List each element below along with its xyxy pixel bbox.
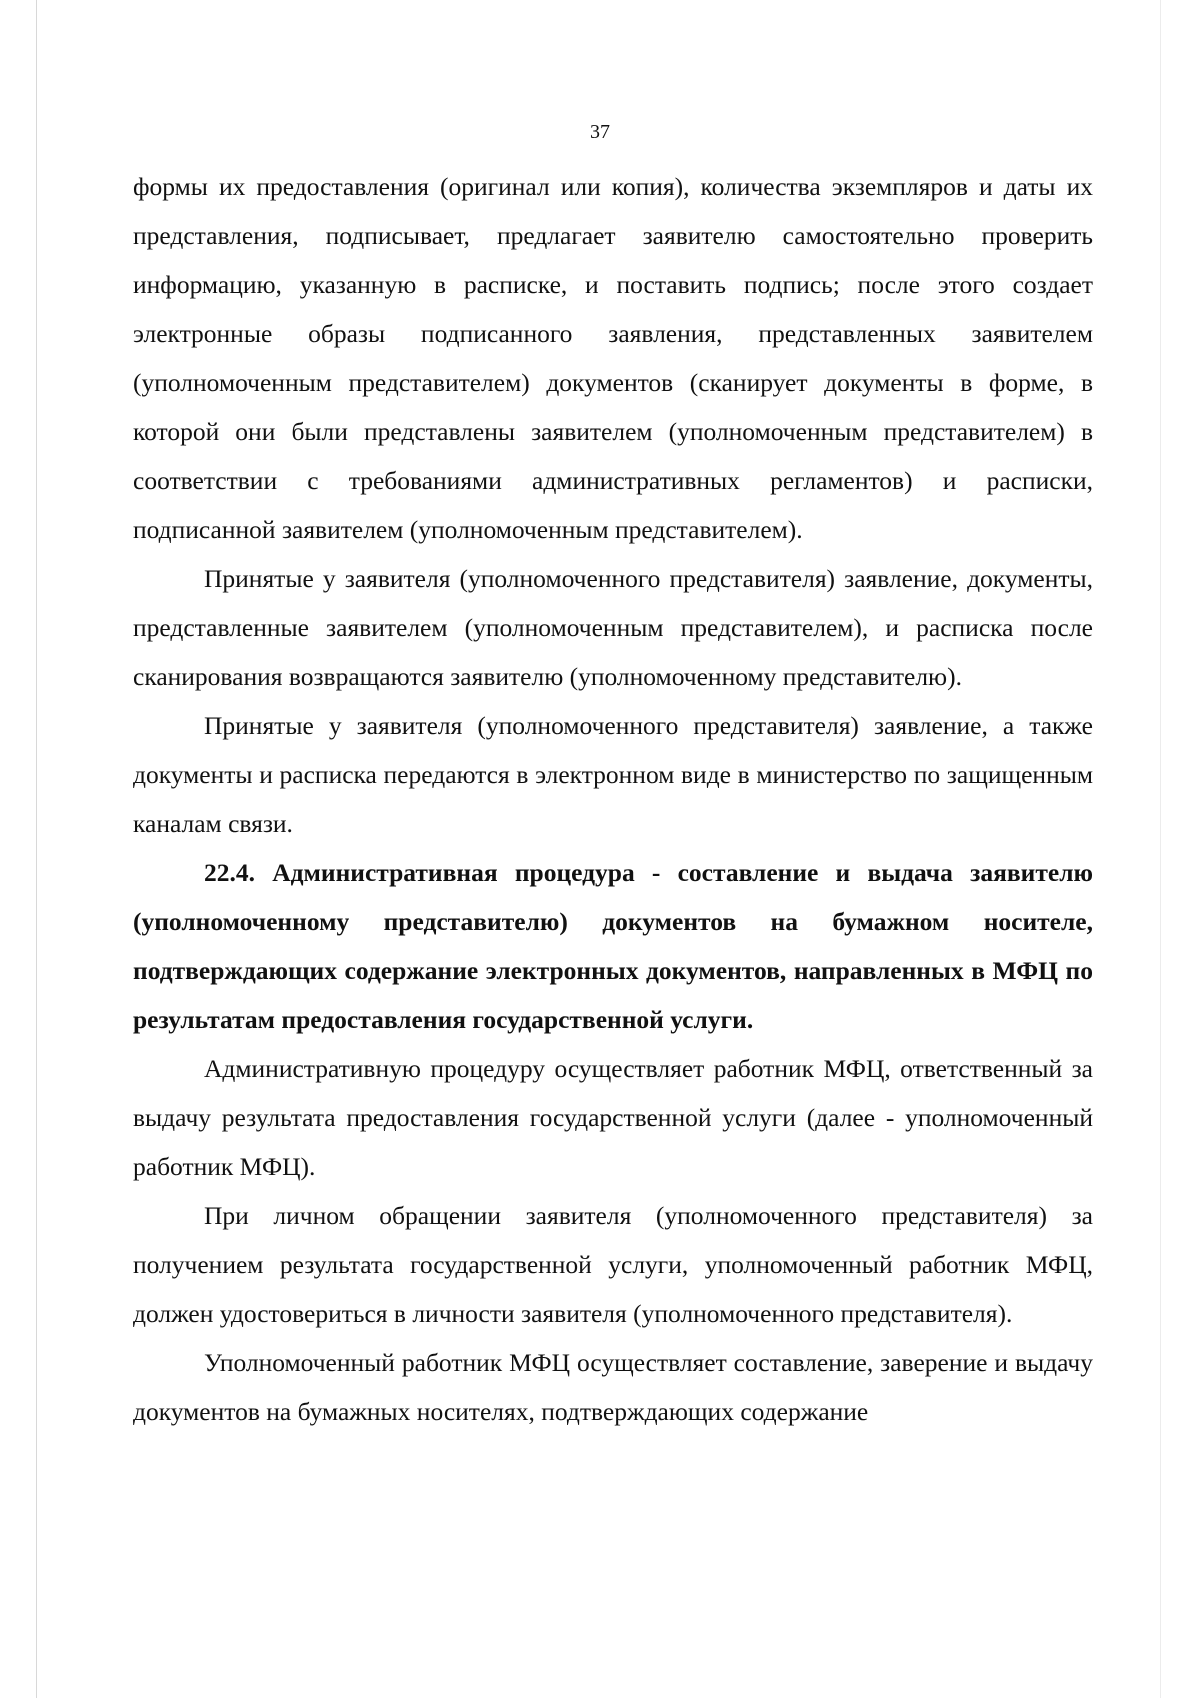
document-body bbox=[133, 162, 1093, 1436]
scan-edge-right bbox=[1160, 0, 1161, 1698]
paragraph: Уполномоченный работник МФЦ осуществляет составление, заверение и выдачу документов на бумажных носителях, подтверждающих содержание bbox=[133, 1348, 1093, 1426]
paragraph: Принятые у заявителя (уполномоченного представителя) заявление, а также документы и расписка передаются в электронном виде в министерство по защищенным каналам связи. bbox=[133, 711, 1093, 838]
paragraph: Принятые у заявителя (уполномоченного представителя) заявление, документы, представленные заявителем (уполномоченным представителем), и расписка после сканирования возвращаются заявителю (уполномоченному представителю). bbox=[133, 564, 1093, 691]
paragraph-continuation: формы их предоставления (оригинал или копия), количества экземпляров и даты их представления, подписывает, предлагает заявителю самостоятельно проверить информацию, указанную в расписке, и поставить подпись; после этого создает электронные образы подписанного заявления, представленных заявителем (уполномоченным представителем) документов (сканирует документы в форме, в которой они были представлены заявителем (уполномоченным представителем) в соответствии с требованиями административных регламентов) и расписки, подписанной заявителем (уполномоченным представителем). bbox=[133, 172, 1093, 544]
page-number: 37 bbox=[590, 121, 610, 143]
section-heading: 22.4. Административная процедура - составление и выдача заявителю (уполномоченному представителю) документов на бумажном носителе, подтверждающих содержание электронных документов, направленных в МФЦ по результатам предоставления государственной услуги. bbox=[133, 858, 1093, 1034]
paragraph: Административную процедуру осуществляет работник МФЦ, ответственный за выдачу результата предоставления государственной услуги (далее - уполномоченный работник МФЦ). bbox=[133, 1054, 1093, 1181]
scan-edge-left bbox=[36, 0, 37, 1698]
paragraph: При личном обращении заявителя (уполномоченного представителя) за получением результата государственной услуги, уполномоченный работник МФЦ, должен удостовериться в личности заявителя (уполномоченного представителя). bbox=[133, 1201, 1093, 1328]
